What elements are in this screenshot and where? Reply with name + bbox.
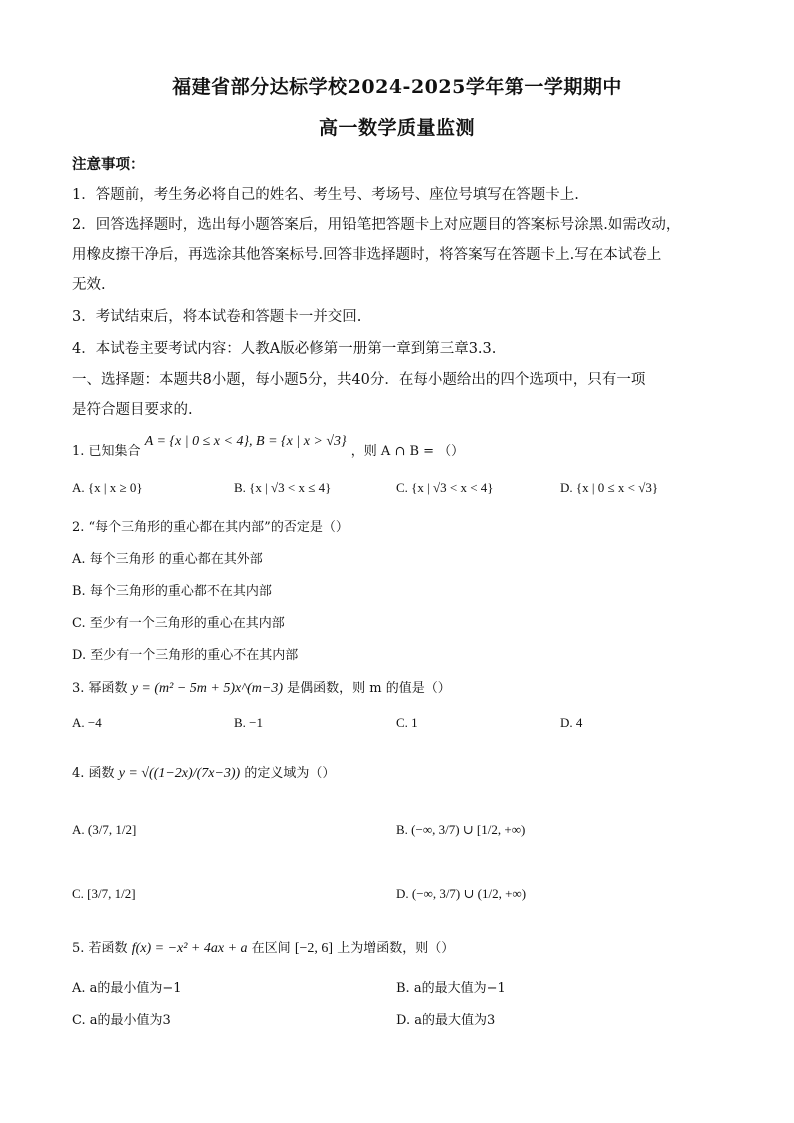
q1-suffix: ，则 A ∩ B = （） <box>350 444 465 459</box>
q4-suffix: 的定义域为（） <box>244 766 336 781</box>
q1-option-c[interactable]: C. {x | √3 < x < 4} <box>396 480 494 495</box>
q4-option-b[interactable]: B. (−∞, 3/7) ∪ [1/2, +∞) <box>396 822 526 837</box>
notice-item-3: 3．考试结束后，将本试卷和答题卡一并交回. <box>72 309 362 325</box>
q5-interval: [−2, 6] <box>294 941 334 956</box>
notice-item-2: 2．回答选择题时，选出每小题答案后，用铅笔把答题卡上对应题目的答案标号涂黑.如需改动， <box>72 217 681 233</box>
q5-formula: f(x) = −x² + 4ax + a <box>131 941 248 956</box>
q1-prefix: 1. 已知集合 <box>72 444 141 459</box>
q5-prefix: 5. 若函数 <box>72 941 128 956</box>
q2-option-c[interactable]: C. 至少有一个三角形的重心在其内部 <box>72 616 285 631</box>
q3-option-d[interactable]: D. 4 <box>560 715 583 730</box>
q1-option-b[interactable]: B. {x | √3 < x ≤ 4} <box>234 480 332 495</box>
q3-suffix: 是偶函数，则 m 的值是（） <box>287 681 451 696</box>
exam-title: 福建省部分达标学校2024-2025学年第一学期期中 <box>172 76 622 98</box>
q4-option-d[interactable]: D. (−∞, 3/7) ∪ (1/2, +∞) <box>396 886 527 901</box>
q3-option-b[interactable]: B. −1 <box>234 715 264 730</box>
q1-option-a[interactable]: A. {x | x ≥ 0} <box>72 480 143 495</box>
q1-option-d[interactable]: D. {x | 0 ≤ x < √3} <box>560 480 659 495</box>
notice-item-4: 4．本试卷主要考试内容：人教A版必修第一册第一章到第三章3.3. <box>72 341 497 357</box>
q1-sets: A = {x | 0 ≤ x < 4}, B = {x | x > √3} <box>144 434 347 449</box>
notice-item-2-cont: 用橡皮擦干净后，再选涂其他答案标号.回答非选择题时，将答案写在答题卡上.写在本试卷上 <box>72 247 662 263</box>
notice-heading: 注意事项： <box>72 156 145 173</box>
section-heading: 一、选择题：本题共8小题，每小题5分，共40分．在每小题给出的四个选项中，只有一项 <box>72 372 646 388</box>
q3-formula: y = (m² − 5m + 5)x^(m−3) <box>131 681 283 696</box>
q3-option-c[interactable]: C. 1 <box>396 715 418 730</box>
q5-option-c[interactable]: C. a的最小值为3 <box>72 1013 171 1028</box>
notice-item-1: 1．答题前，考生务必将自己的姓名、考生号、考场号、座位号填写在答题卡上. <box>72 187 579 203</box>
q4-prefix: 4. 函数 <box>72 766 115 781</box>
section-heading-cont: 是符合题目要求的. <box>72 402 193 418</box>
q2-option-a[interactable]: A. 每个三角形 的重心都在其外部 <box>72 552 263 567</box>
q2-option-d[interactable]: D. 至少有一个三角形的重心不在其内部 <box>72 648 299 663</box>
question-4-stem <box>72 762 335 782</box>
q3-prefix: 3. 幂函数 <box>72 681 128 696</box>
q5-option-d[interactable]: D. a的最大值为3 <box>396 1013 496 1028</box>
q5-suffix: 上为增函数，则（） <box>337 941 455 956</box>
q4-option-a[interactable]: A. (3/7, 1/2] <box>72 822 137 837</box>
question-2-stem: 2. “每个三角形的重心都在其内部”的否定是（） <box>72 520 349 535</box>
question-3-stem <box>72 677 451 697</box>
q5-option-a[interactable]: A. a的最小值为−1 <box>72 981 182 996</box>
question-1-stem <box>72 434 465 460</box>
q5-mid: 在区间 <box>251 941 291 956</box>
exam-subtitle: 高一数学质量监测 <box>318 117 475 139</box>
q2-option-b[interactable]: B. 每个三角形的重心都不在其内部 <box>72 584 272 599</box>
q5-option-b[interactable]: B. a的最大值为−1 <box>396 981 506 996</box>
notice-item-2-end: 无效. <box>72 277 106 293</box>
q4-formula: y = √((1−2x)/(7x−3)) <box>118 766 241 781</box>
q4-option-c[interactable]: C. [3/7, 1/2] <box>72 886 136 901</box>
q3-option-a[interactable]: A. −4 <box>72 715 102 730</box>
question-5-stem <box>72 937 454 957</box>
